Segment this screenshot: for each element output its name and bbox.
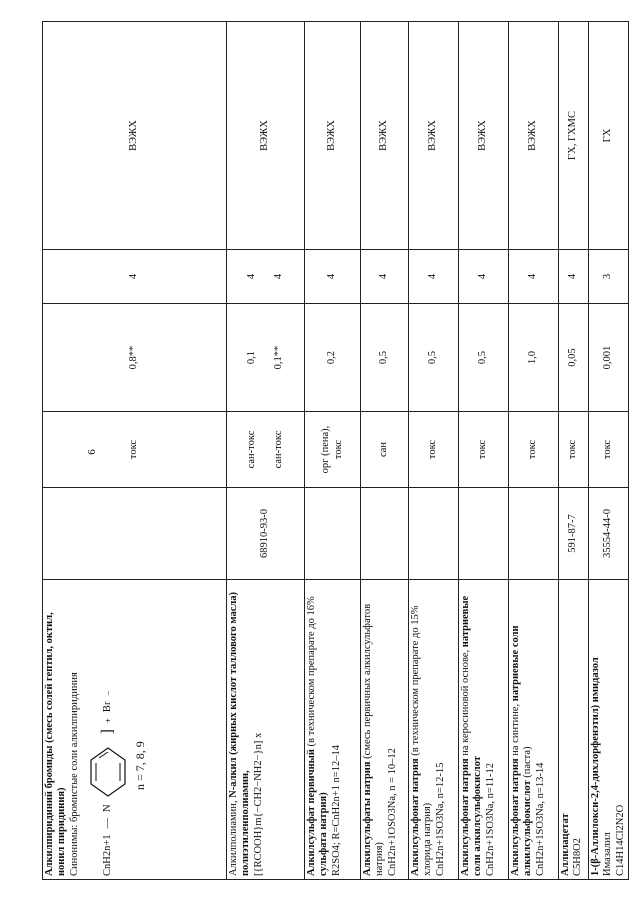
method-cell: ВЭЖХ bbox=[305, 22, 361, 250]
class-value-2: 4 bbox=[272, 273, 284, 280]
value-2: 0,1** bbox=[272, 345, 284, 370]
class-cell: 4 bbox=[459, 250, 509, 304]
pyridine-ring-icon bbox=[85, 740, 131, 798]
method-cell: ВЭЖХ bbox=[43, 22, 227, 250]
substance-name-2: натриевые соли алкилсульфокислот bbox=[460, 595, 484, 876]
table-row bbox=[409, 22, 459, 880]
substance-name: Алкилсульфонат натрия bbox=[410, 758, 421, 876]
formula-alkyl: CnH2n+1 bbox=[101, 834, 113, 876]
substance-note: на синтине, bbox=[510, 701, 521, 759]
substance-name: Алкилсульфат первичный bbox=[306, 749, 317, 876]
formula-minus: − bbox=[102, 690, 113, 696]
class-cell: 4 bbox=[509, 250, 559, 304]
substance-name: Алкилпиридиний бромиды (смесь солей гептил, октил, нонил пиридиния) bbox=[44, 612, 68, 876]
value-cell: 1,0 bbox=[509, 304, 559, 412]
substance-name-cell bbox=[409, 580, 459, 880]
cas-cell: 591-87-7 bbox=[559, 488, 589, 580]
substance-formula: CnH2n+1SO3Na, n=11-12 bbox=[484, 763, 496, 876]
class-cell: 3 bbox=[589, 250, 629, 304]
hazard-cell: орг (пена), токс bbox=[305, 412, 361, 488]
method-cell: ВЭЖХ bbox=[509, 22, 559, 250]
substance-name-cell bbox=[305, 580, 361, 880]
substance-note: (смесь первичных алкилсульфатов натрия) bbox=[362, 603, 386, 876]
table-row bbox=[361, 22, 409, 880]
cas-cell bbox=[305, 488, 361, 580]
table-row bbox=[559, 22, 589, 880]
class-value-1: 4 bbox=[246, 273, 258, 280]
hazard-value-2: сан-токс bbox=[272, 430, 284, 469]
substance-note: на керосиновой основе, bbox=[460, 647, 471, 759]
substance-name: Алкилсульфонат натрия bbox=[460, 758, 471, 876]
substance-name: N-алкил (жирных кислот таллового масла) полиэтиленполиамин, bbox=[228, 591, 252, 876]
class-cell: 4 bbox=[361, 250, 409, 304]
hazard-value-1: сан-токс bbox=[246, 430, 258, 469]
cas-cell bbox=[459, 488, 509, 580]
method-cell: ВЭЖХ bbox=[227, 22, 305, 250]
class-cell: 4 bbox=[305, 250, 361, 304]
table-row bbox=[305, 22, 361, 880]
value-cell bbox=[227, 304, 305, 412]
substance-formula: CnH2n+1SO3Na, n=13-14 bbox=[534, 762, 546, 876]
substance-formula: CnH2n+1SO3Na, n=12-15 bbox=[434, 762, 446, 876]
substance-formula: C14H14Cl2N2O bbox=[614, 804, 626, 876]
substance-formula: C5H8O2 bbox=[572, 838, 584, 876]
substance-formula: [{RCOOH}m{−CH2−NH2−}n] x bbox=[252, 732, 264, 876]
substance-name: Алкилсульфаты натрия bbox=[362, 761, 373, 876]
value-1: 0,1 bbox=[246, 350, 258, 365]
value-cell: 0,5 bbox=[459, 304, 509, 412]
substance-name-2: натриевые соли алкилсульфокислот bbox=[510, 625, 534, 876]
formula-plus: + bbox=[102, 718, 113, 724]
hazard-cell: токс bbox=[459, 412, 509, 488]
table-row bbox=[589, 22, 629, 880]
substance-trade-name: Имазалил bbox=[602, 832, 614, 876]
substance-synonyms: Синонимы: бромистые соли алкилпиридиния bbox=[68, 672, 80, 876]
table-row bbox=[459, 22, 509, 880]
cas-cell bbox=[409, 488, 459, 580]
formula-anion: Br bbox=[101, 701, 113, 713]
substance-formula: CnH2n+1OSO3Na, n = 10–12 bbox=[386, 748, 398, 876]
hazard-cell: токс bbox=[409, 412, 459, 488]
structural-formula: CnH2n+1 — N ] + Br − bbox=[85, 583, 131, 876]
substance-name-cell bbox=[43, 580, 227, 880]
table-row bbox=[227, 22, 305, 880]
substance-name-cell bbox=[227, 580, 305, 880]
method-cell: ГХ bbox=[589, 22, 629, 250]
substance-name-2: сульфата натрия) bbox=[318, 792, 330, 876]
substance-name-plain: Алкилполиамин, bbox=[228, 797, 239, 876]
page-number: 6 bbox=[86, 449, 98, 455]
formula-nitrogen: N bbox=[101, 804, 113, 812]
substance-note: (в техническом препарате до 16% bbox=[306, 596, 317, 750]
class-cell: 4 bbox=[559, 250, 589, 304]
table-row bbox=[509, 22, 559, 880]
hazard-cell bbox=[227, 412, 305, 488]
cas-cell: 68910-93-0 bbox=[227, 488, 305, 580]
substance-name-cell bbox=[459, 580, 509, 880]
substance-note: (в техническом препарате до 15% хлорида натрия) bbox=[410, 605, 434, 876]
method-cell: ГХ, ГХМС bbox=[559, 22, 589, 250]
cas-cell bbox=[43, 488, 227, 580]
method-cell: ВЭЖХ bbox=[361, 22, 409, 250]
substance-formula: R2SO4; R=CnH2n+1 n=12–14 bbox=[330, 745, 342, 876]
formula-n-range: n = 7, 8, 9 bbox=[133, 741, 148, 790]
substances-table-rotated bbox=[42, 22, 626, 880]
value-cell: 0,2 bbox=[305, 304, 361, 412]
hazard-cell: сан bbox=[361, 412, 409, 488]
table-row bbox=[43, 22, 227, 880]
substances-table bbox=[42, 21, 629, 880]
substance-name: Алкилсульфонат натрия bbox=[510, 758, 521, 876]
hazard-cell: токс bbox=[559, 412, 589, 488]
hazard-cell: токс bbox=[43, 412, 227, 488]
class-cell: 4 bbox=[409, 250, 459, 304]
substance-name-cell bbox=[361, 580, 409, 880]
hazard-cell: токс bbox=[589, 412, 629, 488]
value-cell: 0,05 bbox=[559, 304, 589, 412]
value-cell: 0,001 bbox=[589, 304, 629, 412]
cas-cell: 35554-44-0 bbox=[589, 488, 629, 580]
substance-name-cell bbox=[559, 580, 589, 880]
value-cell: 0,5 bbox=[361, 304, 409, 412]
method-cell: ВЭЖХ bbox=[459, 22, 509, 250]
substance-name: 1-(β-Аллилокси-2,4-дихлорфенэтил) имидазол bbox=[590, 657, 601, 876]
value-cell: 0,8** bbox=[43, 304, 227, 412]
substance-note-2: (паста) bbox=[522, 746, 534, 781]
class-cell: 4 bbox=[43, 250, 227, 304]
cas-cell bbox=[509, 488, 559, 580]
value-cell: 0,5 bbox=[409, 304, 459, 412]
hazard-cell: токс bbox=[509, 412, 559, 488]
method-cell: ВЭЖХ bbox=[409, 22, 459, 250]
substance-name-cell bbox=[509, 580, 559, 880]
substance-name-cell bbox=[589, 580, 629, 880]
cas-cell bbox=[361, 488, 409, 580]
substance-name: Аллилацетат bbox=[560, 813, 571, 876]
class-cell bbox=[227, 250, 305, 304]
